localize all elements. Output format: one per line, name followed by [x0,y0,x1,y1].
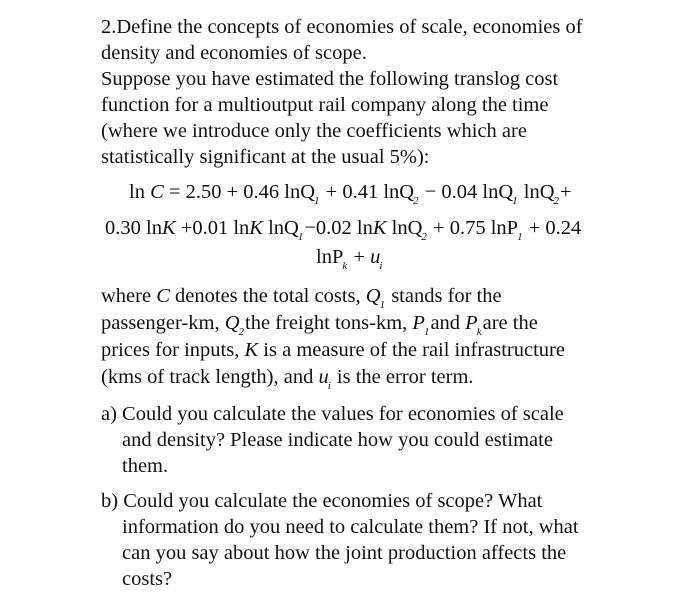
where1-text-2: stands for the [386,285,502,307]
eq3-sub-1: i [379,260,383,272]
intro-line-3: Suppose you have estimated the following translog cost [101,68,559,90]
where1-var-1: Q [365,285,381,307]
eq1-sub-2: 1 [512,195,518,207]
eq2-term-1: +0.01 ln [175,217,250,239]
eq2-sub-5: 1 [517,231,523,243]
where3-text-1: is a measure of the rail infrastructure [258,339,565,361]
where2-sub-2: k [476,326,482,338]
eq1-sub-1: 2 [413,195,419,207]
where2-text-2: and [430,312,466,334]
part-b-line-1: b) Could you calculate the economies of scope? What [101,490,543,512]
eq1-term-2: − 0.04 lnQ [419,181,514,203]
where-line-4 [101,364,474,393]
where4-text-0: (kms of track length), and [101,366,319,388]
eq1-term-0: = 2.50 + 0.46 lnQ [163,181,316,203]
equation-line-2 [105,215,581,244]
part-b-line-2: information do you need to calculate them? If not, what [122,516,579,538]
where3-var-0: K [244,339,259,361]
part-b-line-3: can you say about how the joint production affects the [122,542,567,564]
part-a-line-1: a) Could you calculate the values for economies of scale [101,403,564,425]
where4-text-1: is the error term. [331,366,474,388]
eq2-term-6: + 0.24 [523,217,582,239]
eq1-sub-0: 1 [314,195,320,207]
eq2-sub-4: 2 [421,231,427,243]
where-line-3 [101,337,565,363]
where-line-2 [101,310,538,339]
where2-text-3: are the [482,312,538,334]
eq3-sub-0: k [342,260,348,272]
eq1-term-3: lnQ [518,181,555,203]
part-b-line-4: costs? [122,568,173,590]
eq2-sub-2: 1 [297,231,304,243]
intro-line-2: density and economies of scope. [101,42,367,64]
where2-var-1: P [412,312,425,334]
eq1-term-4: + [560,181,572,203]
where2-var-2: P [465,312,478,334]
eq3-var-1: u [370,246,381,268]
eq1-lhs-var: C [150,181,164,203]
where3-text-0: prices for inputs, [101,339,245,361]
where4-sub-0: i [327,380,331,392]
eq3-term-0: lnP [316,246,344,268]
where2-var-0: Q [224,312,240,334]
intro-line-5: (where we introduce only the coefficients which are [101,120,527,142]
where2-text-1: the freight tons-km, [245,312,413,334]
equation-line-3 [316,244,383,273]
eq1-term-1: + 0.41 lnQ [320,181,415,203]
eq2-term-2: lnQ [262,217,299,239]
where2-sub-1: 1 [423,326,430,338]
eq2-term-4: lnQ [386,217,423,239]
eq2-var-0: K [161,217,176,239]
part-a-line-3: them. [122,455,169,477]
where1-text-0: where [101,285,157,307]
eq1-sub-3: 2 [553,195,560,207]
intro-line-1: 2.Define the concepts of economies of scale, economies of [101,16,583,38]
eq3-term-1: + [348,246,371,268]
where1-var-0: C [156,285,170,307]
where4-var-0: u [318,366,329,388]
equation-line-1 [129,179,572,208]
eq2-term-5: + 0.75 lnP [427,217,519,239]
eq2-var-3: K [372,217,387,239]
intro-line-4: function for a multioutput rail company along the time [101,94,549,116]
eq2-var-1: K [249,217,263,239]
eq1-lhs: ln [129,181,151,203]
part-a-line-2: and density? Please indicate how you could estimate [122,429,553,451]
where1-sub-1: 1 [379,299,386,311]
where1-text-1: denotes the total costs, [169,285,366,307]
where-line-1 [101,283,502,312]
where2-text-0: passenger-km, [101,312,225,334]
eq2-term-0: 0.30 ln [105,217,162,239]
intro-line-6: statistically significant at the usual 5%): [101,146,430,168]
where2-sub-0: 2 [238,326,245,338]
eq2-term-3: −0.02 ln [304,217,373,239]
